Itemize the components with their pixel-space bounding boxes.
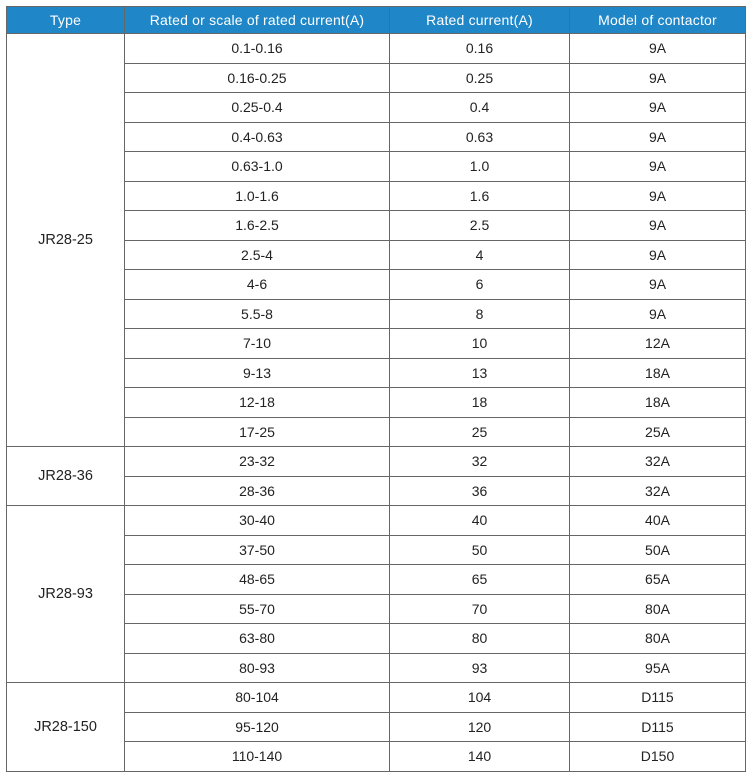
header-row [7,7,746,34]
current-range-cell: 17-25 [125,417,390,447]
rated-current-cell: 13 [390,358,570,388]
current-range-cell: 2.5-4 [125,240,390,270]
current-range-cell: 23-32 [125,447,390,477]
table-row [7,506,746,536]
contactor-model-cell: 95A [570,653,746,683]
header-type: Type [7,7,125,34]
header-rated-current: Rated current(A) [390,7,570,34]
current-range-cell: 9-13 [125,358,390,388]
contactor-spec-table [6,6,746,772]
type-cell: JR28-25 [7,34,125,447]
current-range-cell: 0.25-0.4 [125,93,390,123]
contactor-model-cell: 25A [570,417,746,447]
type-cell: JR28-93 [7,506,125,683]
contactor-model-cell: D115 [570,683,746,713]
rated-current-cell: 8 [390,299,570,329]
table-row [7,447,746,477]
contactor-model-cell: 9A [570,270,746,300]
table-row [7,34,746,64]
rated-current-cell: 120 [390,712,570,742]
current-range-cell: 95-120 [125,712,390,742]
rated-current-cell: 50 [390,535,570,565]
rated-current-cell: 36 [390,476,570,506]
current-range-cell: 55-70 [125,594,390,624]
rated-current-cell: 18 [390,388,570,418]
current-range-cell: 80-93 [125,653,390,683]
contactor-model-cell: 9A [570,93,746,123]
contactor-model-cell: 50A [570,535,746,565]
contactor-model-cell: 9A [570,152,746,182]
current-range-cell: 28-36 [125,476,390,506]
current-range-cell: 48-65 [125,565,390,595]
table-header [7,7,746,34]
contactor-model-cell: 32A [570,447,746,477]
current-range-cell: 1.6-2.5 [125,211,390,241]
rated-current-cell: 25 [390,417,570,447]
contactor-model-cell: D150 [570,742,746,772]
current-range-cell: 0.4-0.63 [125,122,390,152]
rated-current-cell: 4 [390,240,570,270]
type-cell: JR28-150 [7,683,125,772]
rated-current-cell: 80 [390,624,570,654]
current-range-cell: 4-6 [125,270,390,300]
header-current-range: Rated or scale of rated current(A) [125,7,390,34]
rated-current-cell: 0.63 [390,122,570,152]
rated-current-cell: 2.5 [390,211,570,241]
rated-current-cell: 0.4 [390,93,570,123]
rated-current-cell: 1.0 [390,152,570,182]
contactor-model-cell: 18A [570,358,746,388]
current-range-cell: 37-50 [125,535,390,565]
contactor-model-cell: 9A [570,181,746,211]
contactor-model-cell: 80A [570,594,746,624]
rated-current-cell: 104 [390,683,570,713]
current-range-cell: 7-10 [125,329,390,359]
rated-current-cell: 6 [390,270,570,300]
rated-current-cell: 0.16 [390,34,570,64]
current-range-cell: 12-18 [125,388,390,418]
contactor-model-cell: 9A [570,34,746,64]
rated-current-cell: 10 [390,329,570,359]
contactor-model-cell: 80A [570,624,746,654]
contactor-model-cell: 65A [570,565,746,595]
current-range-cell: 1.0-1.6 [125,181,390,211]
current-range-cell: 0.63-1.0 [125,152,390,182]
contactor-model-cell: 40A [570,506,746,536]
contactor-model-cell: 9A [570,211,746,241]
rated-current-cell: 70 [390,594,570,624]
current-range-cell: 5.5-8 [125,299,390,329]
contactor-model-cell: D115 [570,712,746,742]
table-body [7,34,746,772]
current-range-cell: 110-140 [125,742,390,772]
contactor-model-cell: 12A [570,329,746,359]
rated-current-cell: 32 [390,447,570,477]
rated-current-cell: 0.25 [390,63,570,93]
current-range-cell: 0.16-0.25 [125,63,390,93]
current-range-cell: 0.1-0.16 [125,34,390,64]
contactor-model-cell: 9A [570,240,746,270]
rated-current-cell: 65 [390,565,570,595]
contactor-model-cell: 9A [570,63,746,93]
current-range-cell: 63-80 [125,624,390,654]
rated-current-cell: 40 [390,506,570,536]
rated-current-cell: 93 [390,653,570,683]
rated-current-cell: 1.6 [390,181,570,211]
contactor-model-cell: 9A [570,122,746,152]
current-range-cell: 80-104 [125,683,390,713]
rated-current-cell: 140 [390,742,570,772]
table-row [7,683,746,713]
contactor-model-cell: 18A [570,388,746,418]
header-contactor-model: Model of contactor [570,7,746,34]
contactor-model-cell: 9A [570,299,746,329]
current-range-cell: 30-40 [125,506,390,536]
contactor-model-cell: 32A [570,476,746,506]
type-cell: JR28-36 [7,447,125,506]
